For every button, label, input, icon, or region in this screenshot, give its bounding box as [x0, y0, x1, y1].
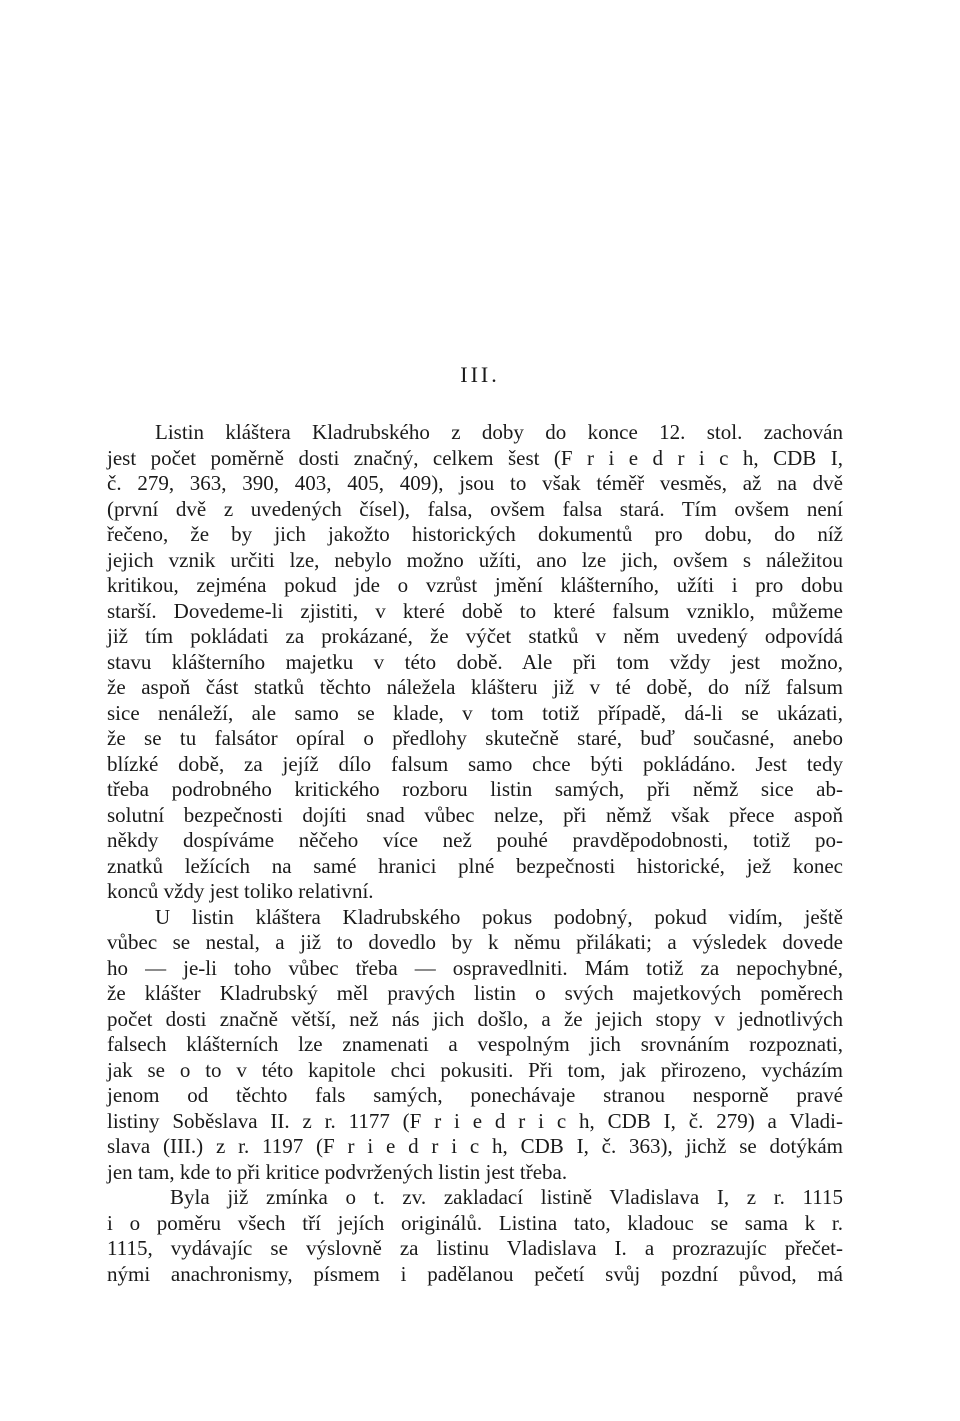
- text-line: jenom od těchto fals samých, ponechávaje stranou nesporně pravé: [107, 1083, 843, 1107]
- text-line: někdy dospíváme něčeho více než pouhé pravděpodobnosti, totiž po-: [107, 828, 843, 852]
- text-line: konců vždy jest toliko relativní.: [107, 879, 374, 903]
- chapter-heading: III.: [460, 362, 500, 387]
- body-text: [107, 420, 843, 1287]
- text-line: jejich vznik určiti lze, nebylo možno užíti, ano lze jich, ovšem s náležitou: [107, 547, 843, 572]
- text-line: kritikou, zejména pokud jde o vzrůst jmění klášterního, užíti i pro dobu: [107, 573, 843, 597]
- text-line: listiny Soběslava II. z r. 1177 (F r i e d r i c h, CDB I, č. 279) a Vladi-: [107, 1108, 843, 1133]
- text-line: nými anachronismy, písmem i padělanou pečetí svůj pozdní původ, má: [107, 1261, 843, 1286]
- text-line: slava (III.) z r. 1197 (F r i e d r i c h, CDB I, č. 363), jichž se dotýkám: [107, 1134, 843, 1158]
- text-line: U listin kláštera Kladrubského pokus podobný, pokud vidím, ještě: [155, 904, 843, 929]
- text-line: jak se o to v této kapitole chci pokusiti. Při tom, jak přirozeno, vycházím: [107, 1057, 843, 1082]
- text-line: znatků ležících na samé hranici plné bezpečnosti historické, jež konec: [107, 853, 843, 878]
- text-line: řečeno, že by jich jakožto historických dokumentů pro dobu, do níž: [107, 522, 843, 546]
- text-line: starší. Dovedeme-li zjistiti, v které době to které falsum vzniklo, můžeme: [107, 598, 843, 623]
- text-line: stavu klášterního majetku v této době. Ale při tom vždy jest možno,: [107, 649, 843, 674]
- text-line: blízké době, za jejíž dílo falsum samo chce býti pokládáno. Jest tedy: [107, 751, 843, 776]
- text-line: sice nenáleží, ale samo se klade, v tom totiž případě, dá-li se ukázati,: [107, 700, 843, 725]
- text-line: jest počet poměrně dosti značný, celkem šest (F r i e d r i c h, CDB I,: [107, 445, 843, 470]
- paragraph-1: [107, 420, 843, 905]
- text-line: že klášter Kladrubský měl pravých listin o svých majetkových poměrech: [107, 981, 843, 1005]
- text-line: Listin kláštera Kladrubského z doby do konce 12. stol. zachován: [155, 420, 843, 444]
- text-line: 1115, vydávajíc se výslovně za listinu Vladislava I. a prozrazujíc přečet-: [107, 1236, 843, 1260]
- text-line: ho — je-li toho vůbec třeba — ospravedlniti. Mám totiž za nepochybné,: [107, 955, 843, 980]
- paragraph-2: [107, 905, 843, 1186]
- text-line: solutní bezpečnosti dojíti snad vůbec nelze, při němž však přece aspoň: [107, 802, 843, 827]
- text-line: třeba podrobného kritického rozboru listin samých, při němž sice ab-: [107, 777, 843, 801]
- text-line: že se tu falsátor opíral o předlohy skutečně staré, buď současné, anebo: [107, 726, 843, 750]
- text-line: že aspoň část statků těchto náležela klášteru již v té době, do níž falsum: [107, 675, 843, 699]
- text-line: počet dosti značně větší, než nás jich došlo, a že jejich stopy v jednotlivých: [107, 1006, 843, 1031]
- text-line: falsech klášterních lze znamenati a vespolným jich srovnáním rozpoznati,: [107, 1032, 843, 1056]
- text-line: Byla již zmínka o t. zv. zakladací listině Vladislava I, z r. 1115: [170, 1185, 843, 1209]
- text-line: (první dvě z uvedených čísel), falsa, ovšem falsa stará. Tím ovšem není: [107, 496, 843, 521]
- paragraph-3: [107, 1185, 843, 1287]
- text-line: č. 279, 363, 390, 403, 405, 409), jsou to však téměř vesměs, až na dvě: [107, 471, 843, 495]
- text-line: již tím pokládati za prokázané, že výčet statků v něm uvedený odpovídá: [107, 624, 843, 648]
- text-line: vůbec se nestal, a již to dovedlo by k němu přilákati; a výsledek dovede: [107, 930, 843, 954]
- text-line: i o poměru všech tří jejích originálů. Listina tato, kladouc se sama k r.: [107, 1210, 843, 1235]
- text-line: jen tam, kde to při kritice podvržených listin jest třeba.: [107, 1159, 568, 1184]
